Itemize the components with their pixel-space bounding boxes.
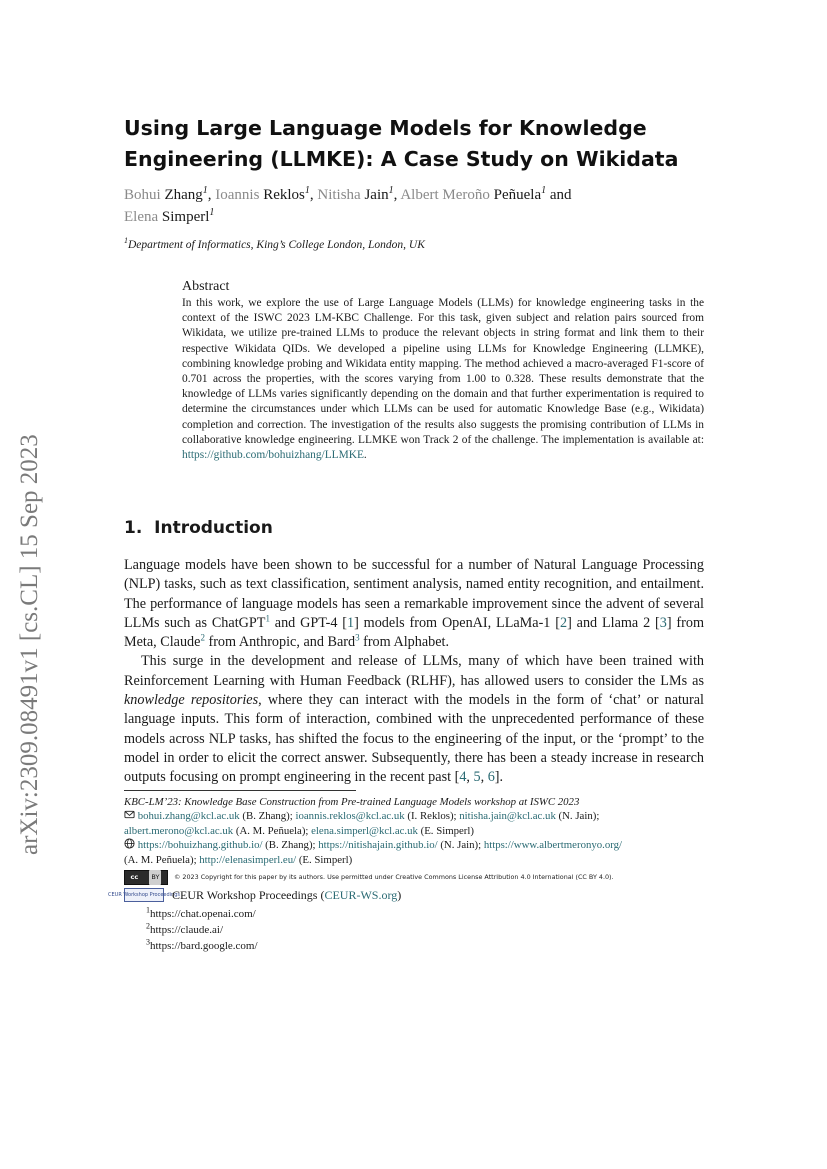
arxiv-identifier: arXiv:2309.08491v1 [cs.CL] 15 Sep 2023 bbox=[16, 434, 43, 855]
email-owner: (E. Simperl) bbox=[417, 824, 474, 837]
copyright-notice: © 2023 Copyright for this paper by its authors. Use permitted under Creative Commons License Attribution 4.0 International (CC BY 4.0). bbox=[174, 873, 614, 882]
abstract-text: In this work, we explore the use of Large Language Models (LLMs) for knowledge engineering tasks in the context of the ISWC 2023 LM-KBC Challenge. For this task, given subject and relation pairs sourced from Wikidata, we utilize pre-trained LLMs to produce the relevant objects in string format and link them to their respective Wikidata QIDs. We developed a pipeline using LLMs for Knowledge Engineering (LLMKE), combining knowledge probing and Wikidata entity mapping. The method achieved a macro-averaged F1-score of 0.701 across the properties, with the scores varying from 1.00 to 0.328. These results demonstrate that the knowledge of LLMs varies significantly depending on the domain and that further experimentation is required to determine the circumstances under which LLMs can be used for automatic Knowledge Base (e.g., Wikidata) completion and correction. The investigation of the results also suggests the promising contribution of LLMs in collaborative knowledge engineering. LLMKE won Track 2 of the challenge. The implementation is available at: bbox=[182, 297, 704, 446]
homepage-owner: (A. M. Peñuela); bbox=[124, 853, 200, 866]
email-owner: (B. Zhang); bbox=[239, 810, 296, 823]
implementation-link[interactable]: https://github.com/bohuizhang/LLMKE bbox=[182, 449, 364, 462]
text-run: ] and Llama 2 [ bbox=[567, 614, 660, 631]
author-separator: , bbox=[393, 187, 401, 203]
homepage-owner: (B. Zhang); bbox=[262, 839, 319, 852]
author-family: Reklos bbox=[263, 187, 305, 203]
section-heading bbox=[124, 518, 273, 538]
text-run: , bbox=[466, 769, 474, 786]
citation-5[interactable]: 5 bbox=[473, 769, 481, 786]
text-run: This surge in the development and release of LLMs, many of which have been trained with Reinforcement Learning with Human Feedback (RLHF), has allowed users to consider the LMs as bbox=[124, 653, 704, 689]
footnote-number: 3 bbox=[146, 937, 150, 947]
text-run: from Alphabet. bbox=[359, 634, 450, 651]
homepage-link[interactable]: http://elenasimperl.eu/ bbox=[199, 853, 297, 866]
cc-badge-text: cc bbox=[130, 873, 139, 882]
first-page-footer bbox=[108, 795, 714, 954]
text-run: from Anthropic, and Bard bbox=[204, 634, 356, 651]
text-run: ] from Meta, Claude bbox=[124, 614, 704, 651]
title-line-1: Using Large Language Models for Knowledge bbox=[124, 116, 647, 140]
ceur-proceedings bbox=[172, 888, 401, 902]
author-list bbox=[124, 184, 724, 228]
paragraph-1 bbox=[124, 556, 704, 652]
citation-4[interactable]: 4 bbox=[459, 769, 467, 786]
footnote-item bbox=[146, 938, 714, 954]
text-run: and GPT-4 [ bbox=[269, 614, 348, 631]
footnote-number: 2 bbox=[146, 921, 150, 931]
cc-by-badge bbox=[124, 870, 168, 885]
text-run: , where they can interact with the models in the form of ‘chat’ or natural language inputs. This form of interaction, combined with the unprecedented performance of these models across NLP tasks, has shifted the focus to the engineering of the input, or the ‘prompt’ to the model in order to elicit the correct answer. Subsequently, there has been a steady increase in research outputs focusing on prompt engineering in the recent past [ bbox=[124, 692, 704, 786]
affiliation bbox=[124, 236, 724, 251]
email-owner: (I. Reklos); bbox=[404, 810, 460, 823]
author-affiliation-mark: 1 bbox=[304, 185, 310, 196]
footnote-rule bbox=[124, 790, 356, 791]
author-given: Bohui bbox=[124, 187, 161, 203]
homepage-link[interactable]: https://www.albertmeronyo.org/ bbox=[483, 839, 623, 852]
title-line-2: Engineering (LLMKE): A Case Study on Wikidata bbox=[124, 147, 679, 171]
introduction-body bbox=[124, 556, 704, 788]
affiliation-text: Department of Informatics, King’s College London, London, UK bbox=[128, 239, 425, 251]
email-owner: (A. M. Peñuela); bbox=[233, 824, 312, 837]
homepage-link[interactable]: https://nitishajain.github.io/ bbox=[318, 839, 438, 852]
paper-title bbox=[124, 113, 724, 175]
author-affiliation-mark: 1 bbox=[541, 185, 547, 196]
author-separator: , bbox=[309, 187, 318, 203]
homepage-owner: (N. Jain); bbox=[437, 839, 484, 852]
web-line-2 bbox=[124, 853, 714, 867]
envelope-icon bbox=[124, 809, 135, 820]
ceur-row bbox=[108, 888, 714, 903]
abstract-end: . bbox=[363, 449, 367, 462]
email-line-1 bbox=[124, 809, 714, 823]
author-family: Simperl bbox=[161, 209, 210, 225]
email-link[interactable]: nitisha.jain@kcl.ac.uk bbox=[459, 810, 556, 823]
footnote-ref-1[interactable]: 1 bbox=[265, 613, 270, 624]
citation-2[interactable]: 2 bbox=[559, 614, 568, 631]
email-owner: (N. Jain); bbox=[555, 810, 600, 823]
homepage-owner: (E. Simperl) bbox=[296, 853, 353, 866]
text-run: ]. bbox=[494, 769, 504, 786]
workshop-note: KBC-LM’23: Knowledge Base Construction from Pre-trained Language Models workshop at ISWC 2023 bbox=[124, 796, 580, 808]
homepage-link[interactable]: https://bohuizhang.github.io/ bbox=[137, 839, 263, 852]
footnote-list bbox=[146, 906, 714, 954]
author-separator: and bbox=[546, 187, 572, 203]
globe-icon bbox=[124, 838, 135, 849]
footnote-ref-3[interactable]: 3 bbox=[355, 632, 360, 643]
text-run: Language models have been shown to be successful for a number of Natural Language Processing (NLP) tasks, such as text classification, sentiment analysis, named entity recognition, and entailment. The performance of language models has seen a remarkable improvement since the advent of several LLMs such as ChatGPT bbox=[124, 557, 704, 631]
emphasis: knowledge repositories bbox=[124, 692, 259, 709]
footnote-ref-2[interactable]: 2 bbox=[200, 632, 205, 643]
abstract-heading: Abstract bbox=[182, 279, 230, 294]
affiliation-mark: 1 bbox=[124, 236, 128, 246]
footnote-url[interactable]: https://claude.ai/ bbox=[150, 924, 224, 937]
email-link[interactable]: elena.simperl@kcl.ac.uk bbox=[311, 824, 418, 837]
author-family: Jain bbox=[364, 187, 389, 203]
email-link[interactable]: ioannis.reklos@kcl.ac.uk bbox=[295, 810, 405, 823]
paragraph-2 bbox=[124, 652, 704, 787]
author-affiliation-mark: 1 bbox=[202, 185, 208, 196]
footnote-item bbox=[146, 906, 714, 922]
citation-1[interactable]: 1 bbox=[347, 614, 355, 631]
section-number: 1. bbox=[124, 518, 143, 538]
author-given: Nitisha bbox=[317, 187, 361, 203]
author-family: Zhang bbox=[164, 187, 203, 203]
abstract-body bbox=[182, 296, 704, 463]
email-link[interactable]: bohui.zhang@kcl.ac.uk bbox=[137, 810, 240, 823]
email-link[interactable]: albert.merono@kcl.ac.uk bbox=[124, 824, 234, 837]
author-affiliation-mark: 1 bbox=[209, 207, 215, 218]
footnote-url[interactable]: https://chat.openai.com/ bbox=[150, 908, 256, 921]
ceur-link[interactable]: CEUR-WS.org bbox=[324, 888, 398, 903]
author-given: Elena bbox=[124, 209, 159, 225]
footnote-item bbox=[146, 922, 714, 938]
author-family: Peñuela bbox=[493, 187, 542, 203]
author-affiliation-mark: 1 bbox=[388, 185, 394, 196]
citation-6[interactable]: 6 bbox=[487, 769, 495, 786]
citation-3[interactable]: 3 bbox=[659, 614, 667, 631]
email-line-2 bbox=[124, 824, 714, 838]
footnote-url[interactable]: https://bard.google.com/ bbox=[150, 940, 258, 953]
license-row bbox=[124, 870, 714, 885]
cc-by-text: BY bbox=[149, 870, 161, 884]
text-run: , bbox=[480, 769, 488, 786]
footnote-number: 1 bbox=[146, 905, 150, 915]
author-given: Albert Meroño bbox=[400, 187, 490, 203]
author-given: Ioannis bbox=[215, 187, 260, 203]
ceur-end: ) bbox=[397, 888, 402, 903]
ceur-logo: CEUR Workshop Proceedings bbox=[124, 888, 164, 902]
ceur-text: CEUR Workshop Proceedings ( bbox=[172, 888, 325, 903]
text-run: ] models from OpenAI, LLaMa-1 [ bbox=[354, 614, 560, 631]
author-separator: , bbox=[207, 187, 216, 203]
section-title: Introduction bbox=[154, 518, 273, 538]
web-line-1 bbox=[124, 838, 714, 852]
